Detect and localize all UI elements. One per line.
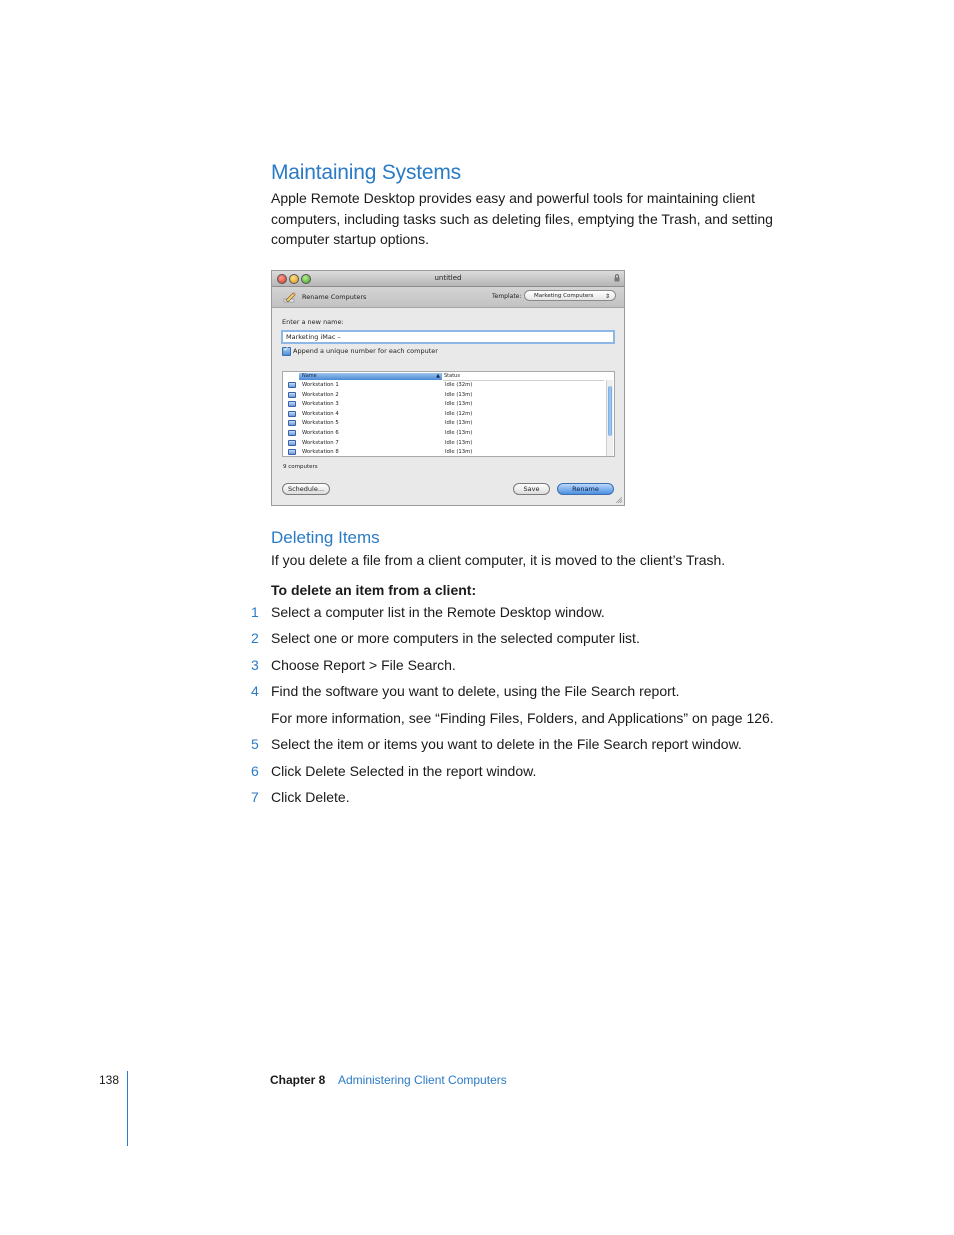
step-number: 3	[251, 657, 259, 673]
new-name-input[interactable]: Marketing iMac –	[281, 330, 615, 344]
step-note: For more information, see “Finding Files, Folders, and Applications” on page 126.	[271, 710, 774, 726]
computer-table	[282, 371, 615, 457]
enter-name-label: Enter a new name:	[282, 318, 344, 326]
row-status: Idle (13m)	[445, 439, 473, 446]
step-text: Select one or more computers in the selected computer list.	[271, 630, 640, 646]
row-name: Workstation 2	[302, 391, 339, 398]
template-value: Marketing Computers	[534, 293, 594, 299]
table-row[interactable]	[283, 381, 603, 391]
section-intro: Apple Remote Desktop provides easy and powerful tools for maintaining client computers, including tasks such as deleting files, emptying the Trash, and setting computer startup options.	[271, 190, 773, 247]
step-text: Select the item or items you want to delete in the File Search report window.	[271, 736, 742, 752]
row-name: Workstation 4	[302, 410, 339, 417]
row-name: Workstation 3	[302, 401, 339, 408]
section-title: Maintaining Systems	[271, 161, 461, 184]
row-status: Idle (13m)	[445, 401, 473, 408]
row-name: Workstation 7	[302, 439, 339, 446]
computer-icon	[288, 420, 296, 426]
computer-icon	[288, 411, 296, 417]
row-status: Idle (13m)	[445, 430, 473, 436]
updown-arrow-icon: ⇕	[604, 293, 610, 300]
append-number-checkbox[interactable]	[282, 347, 291, 356]
computer-count: 9 computers	[283, 464, 318, 470]
template-select[interactable]	[524, 290, 616, 301]
column-header-name[interactable]	[299, 373, 442, 380]
procedure-title: To delete an item from a client:	[271, 582, 477, 598]
row-status: Idle (12m)	[445, 410, 473, 417]
table-row[interactable]	[283, 439, 603, 449]
row-name: Workstation 8	[302, 449, 339, 456]
step-number: 6	[251, 763, 259, 779]
step-number: 1	[251, 604, 259, 620]
lock-icon	[614, 274, 620, 282]
row-status: Idle (13m)	[445, 449, 473, 456]
row-name: Workstation 5	[302, 420, 339, 427]
table-row[interactable]	[283, 391, 603, 401]
step-number: 5	[251, 736, 259, 752]
step-number: 4	[251, 683, 259, 699]
step-text: Select a computer list in the Remote Desktop window.	[271, 604, 605, 620]
checkmark-icon: ✓	[283, 345, 290, 353]
table-row[interactable]	[283, 419, 603, 429]
table-row[interactable]	[283, 429, 603, 439]
sort-arrow-icon: ▲	[436, 373, 440, 379]
column-header-status[interactable]: Status	[443, 373, 604, 381]
footer-divider	[127, 1071, 128, 1146]
append-number-label: Append a unique number for each computer	[293, 347, 438, 355]
computer-icon	[288, 392, 296, 398]
window-title: untitled	[434, 274, 462, 282]
row-status: Idle (13m)	[445, 420, 473, 427]
row-name: Workstation 6	[302, 430, 339, 436]
computer-icon	[288, 440, 296, 446]
scroll-thumb[interactable]	[608, 386, 612, 436]
computer-icon	[288, 382, 296, 388]
table-row[interactable]	[283, 448, 603, 457]
row-status: Idle (32m)	[445, 382, 473, 388]
chapter-title: Administering Client Computers	[338, 1073, 507, 1087]
table-row[interactable]	[283, 400, 603, 410]
step-number: 2	[251, 630, 259, 646]
page-number: 138	[99, 1073, 120, 1087]
subsection-title: Deleting Items	[271, 528, 380, 547]
step-text: Click Delete Selected in the report window.	[271, 763, 537, 779]
chapter-label: Chapter 8	[270, 1073, 326, 1087]
table-row[interactable]	[283, 410, 603, 420]
save-button[interactable]: Save	[513, 483, 550, 495]
pencil-icon	[283, 290, 297, 304]
toolbar-label: Rename Computers	[302, 293, 367, 301]
rename-computers-window	[271, 270, 625, 506]
rename-button[interactable]: Rename	[557, 483, 614, 495]
step-text: Click Delete.	[271, 789, 350, 805]
schedule-button[interactable]: Schedule...	[282, 483, 330, 495]
step-text: Find the software you want to delete, using the File Search report.	[271, 683, 680, 699]
column-header-name-label: Name	[302, 373, 317, 379]
resize-grip-icon[interactable]	[616, 497, 622, 503]
row-status: Idle (13m)	[445, 391, 473, 398]
template-label: Template:	[492, 293, 522, 300]
vertical-scrollbar[interactable]	[606, 380, 613, 456]
subsection-body: If you delete a file from a client computer, it is moved to the client’s Trash.	[271, 552, 726, 568]
window-toolbar	[272, 287, 624, 308]
computer-icon	[288, 449, 296, 455]
row-name: Workstation 1	[302, 382, 339, 388]
computer-icon	[288, 430, 296, 436]
window-titlebar	[272, 271, 624, 287]
step-text: Choose Report > File Search.	[271, 657, 456, 673]
step-number: 7	[251, 789, 259, 805]
computer-icon	[288, 401, 296, 407]
